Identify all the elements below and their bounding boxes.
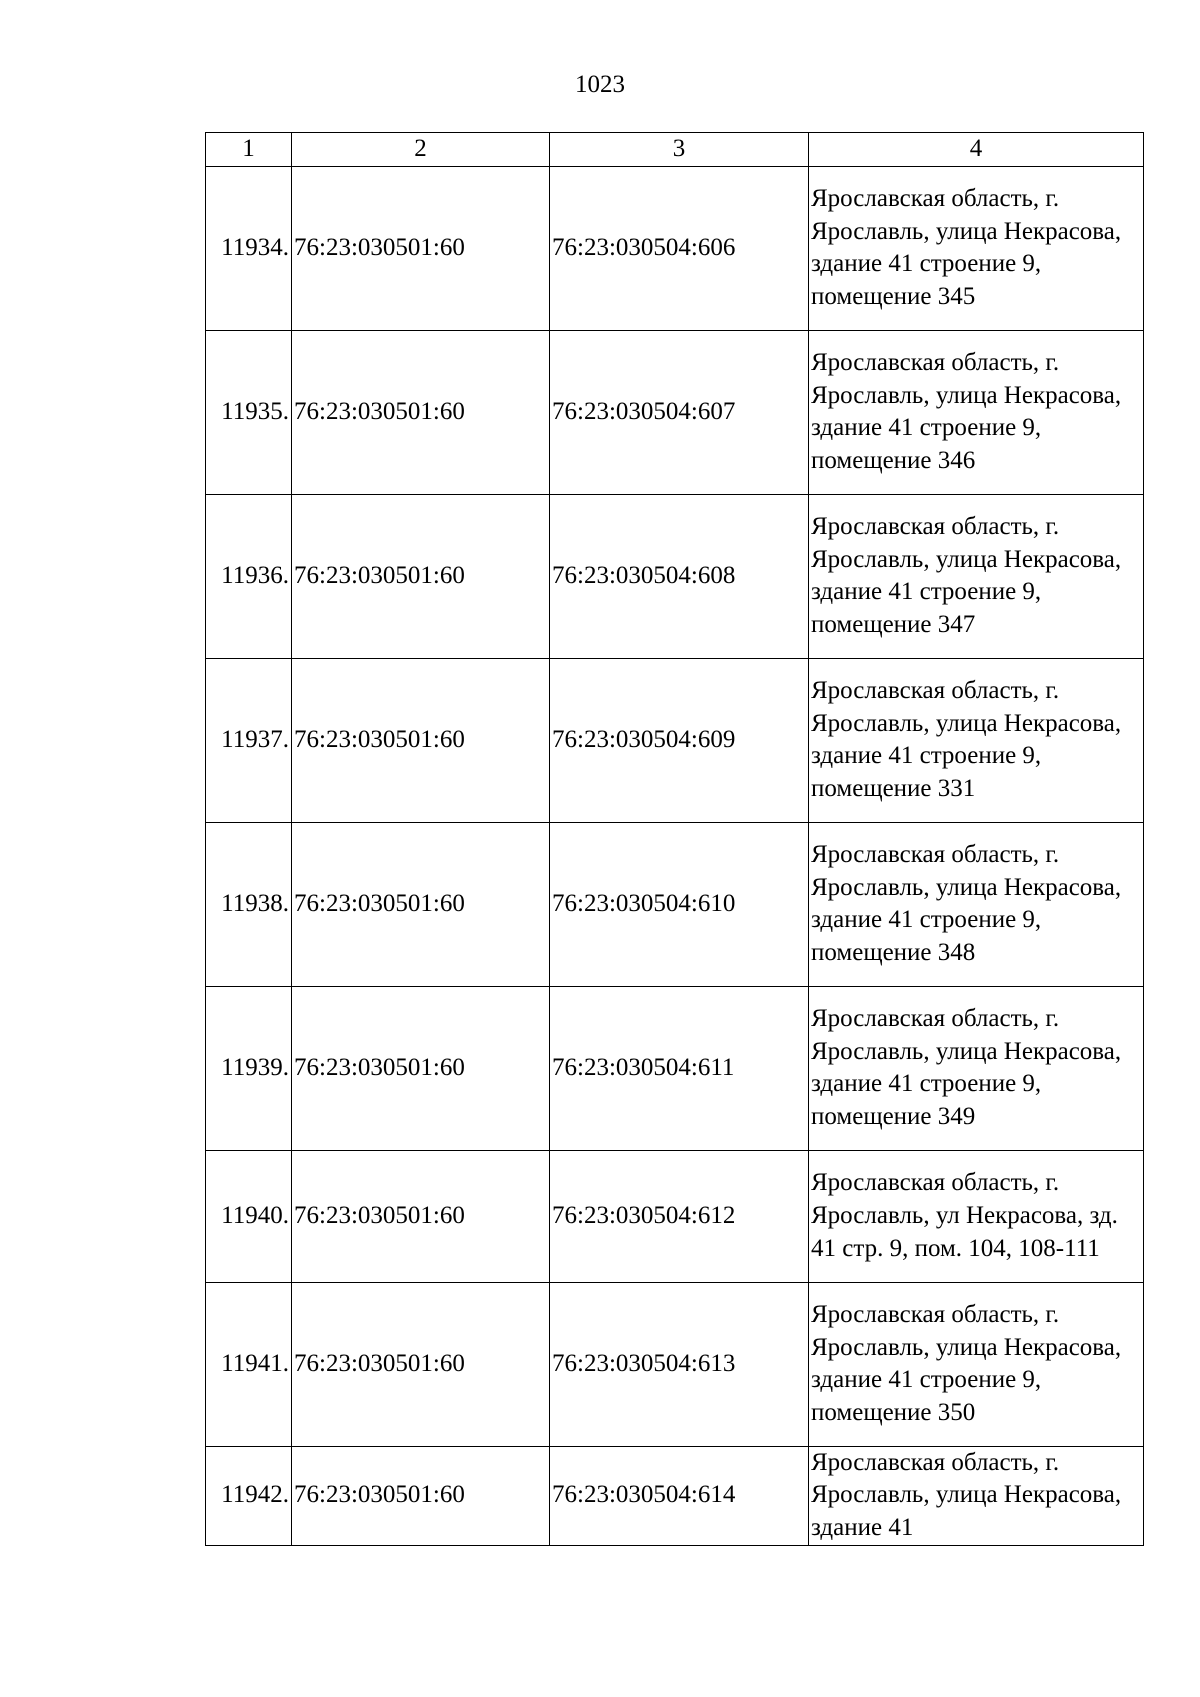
address: Ярославская область, г. Ярославль, улица Некрасова, здание 41 строение 9, помещение 348 [809, 822, 1144, 986]
row-number: 11942. [206, 1446, 292, 1545]
table-row [206, 822, 1144, 986]
column-header-4: 4 [809, 133, 1144, 167]
row-number: 11934. [206, 166, 292, 330]
column-header-2: 2 [292, 133, 550, 167]
row-number: 11936. [206, 494, 292, 658]
column-header-1: 1 [206, 133, 292, 167]
cadastral-number: 76:23:030504:614 [550, 1446, 809, 1545]
table-row [206, 166, 1144, 330]
address: Ярославская область, г. Ярославль, улица Некрасова, здание 41 строение 9, помещение 349 [809, 986, 1144, 1150]
row-number: 11941. [206, 1282, 292, 1446]
address: Ярославская область, г. Ярославль, улица Некрасова, здание 41 строение 9, помещение 347 [809, 494, 1144, 658]
cadastral-number: 76:23:030504:612 [550, 1150, 809, 1282]
cadastral-number: 76:23:030504:613 [550, 1282, 809, 1446]
table-row [206, 986, 1144, 1150]
parent-cadastral-number: 76:23:030501:60 [292, 494, 550, 658]
cadastral-number: 76:23:030504:606 [550, 166, 809, 330]
parent-cadastral-number: 76:23:030501:60 [292, 330, 550, 494]
address: Ярославская область, г. Ярославль, улица Некрасова, здание 41 [809, 1446, 1144, 1545]
cadastral-number: 76:23:030504:609 [550, 658, 809, 822]
parent-cadastral-number: 76:23:030501:60 [292, 1446, 550, 1545]
row-number: 11939. [206, 986, 292, 1150]
address: Ярославская область, г. Ярославль, улица Некрасова, здание 41 строение 9, помещение 345 [809, 166, 1144, 330]
row-number: 11938. [206, 822, 292, 986]
table-row [206, 1282, 1144, 1446]
table-header-row [206, 133, 1144, 167]
parent-cadastral-number: 76:23:030501:60 [292, 986, 550, 1150]
address: Ярославская область, г. Ярославль, улица Некрасова, здание 41 строение 9, помещение 350 [809, 1282, 1144, 1446]
table-row [206, 1446, 1144, 1545]
cadastral-number: 76:23:030504:610 [550, 822, 809, 986]
row-number: 11937. [206, 658, 292, 822]
parent-cadastral-number: 76:23:030501:60 [292, 822, 550, 986]
table-row [206, 1150, 1144, 1282]
address: Ярославская область, г. Ярославль, улица Некрасова, здание 41 строение 9, помещение 331 [809, 658, 1144, 822]
column-header-3: 3 [550, 133, 809, 167]
row-number: 11935. [206, 330, 292, 494]
cadastral-number: 76:23:030504:611 [550, 986, 809, 1150]
table-row [206, 658, 1144, 822]
table-row [206, 330, 1144, 494]
parent-cadastral-number: 76:23:030501:60 [292, 1150, 550, 1282]
address: Ярославская область, г. Ярославль, улица Некрасова, здание 41 строение 9, помещение 346 [809, 330, 1144, 494]
page-number: 1023 [575, 71, 625, 98]
parent-cadastral-number: 76:23:030501:60 [292, 1282, 550, 1446]
parent-cadastral-number: 76:23:030501:60 [292, 166, 550, 330]
registry-table [205, 132, 1144, 1546]
row-number: 11940. [206, 1150, 292, 1282]
address: Ярославская область, г. Ярославль, ул Некрасова, зд. 41 стр. 9, пом. 104, 108-111 [809, 1150, 1144, 1282]
cadastral-number: 76:23:030504:607 [550, 330, 809, 494]
table-row [206, 494, 1144, 658]
cadastral-number: 76:23:030504:608 [550, 494, 809, 658]
parent-cadastral-number: 76:23:030501:60 [292, 658, 550, 822]
